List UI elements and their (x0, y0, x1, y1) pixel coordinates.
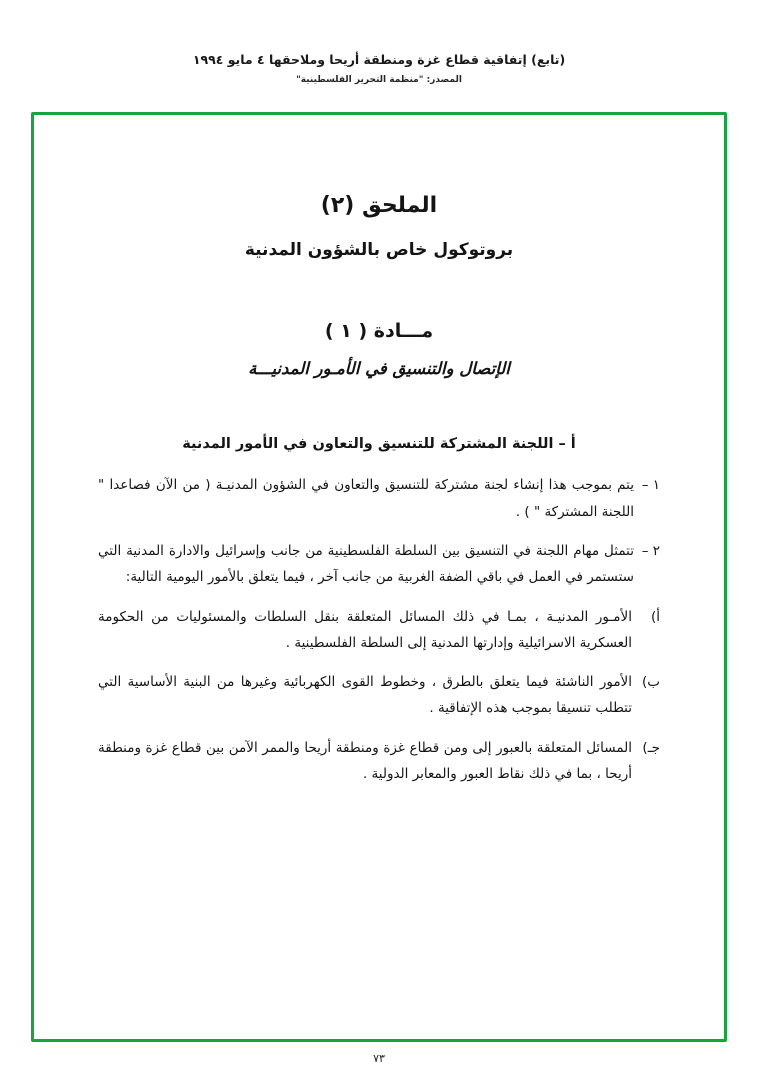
lettered-item (98, 669, 660, 722)
item-marker: جـ) (642, 739, 660, 756)
source-line: المصدر: "منظمة التحرير الفلسطينية" (296, 75, 462, 85)
green-page-frame (31, 112, 727, 1042)
lettered-item (98, 604, 660, 657)
item-marker: ٢ – (641, 542, 660, 559)
section-heading: أ – اللجنة المشتركة للتنسيق والتعاون في الأمور المدنية (182, 436, 576, 452)
article-subtitle: الإتصال والتنسيق في الأمـور المدنيـــة (248, 359, 510, 378)
item-text: المسائل المتعلقة بالعبور إلى ومن قطاع غزة ومنطقة أريحا والممر الآمن بين قطاع غزة ومنطقة أريحا ، بما في ذلك نقاط العبور والمعابر الدولية . (98, 739, 632, 783)
running-head: (تابع) إتفاقية قطاع غزة ومنطقة أريحا وملاحقها ٤ مايو ١٩٩٤ (192, 52, 566, 67)
item-marker: أ) (650, 608, 660, 625)
article-body (98, 430, 660, 787)
item-text: يتم بموجب هذا إنشاء لجنة مشتركة للتنسيق والتعاون في الشؤون المدنيـة ( من الآن فصاعدا " اللجنة المشتركة " ) . (98, 477, 634, 520)
item-text: الأمور الناشئة فيما يتعلق بالطرق ، وخطوط القوى الكهربائية وغيرها من البنية الأساسية التي تتطلب تنسيقا بموجب هذه الإتفاقية . (98, 674, 632, 717)
numbered-item (98, 538, 660, 591)
annex-title: الملحق (٢) (320, 193, 438, 218)
page-number: ٧٣ (373, 1052, 385, 1065)
item-marker: ب) (642, 674, 660, 691)
numbered-item (98, 472, 660, 525)
item-marker: ١ – (641, 477, 660, 494)
item-text: الأمـور المدنيـة ، بمـا في ذلك المسائل المتعلقة بنقل السلطات والمسئوليات من الحكومة العسكرية الاسرائيلية وإدارتها المدنية إلى السلطة الفلسطينية . (98, 608, 632, 651)
lettered-item (98, 735, 660, 788)
item-text: تتمثل مهام اللجنة في التنسيق بين السلطة الفلسطينية من جانب وإسرائيل والادارة المدنية التي ستستمر في العمل في باقي الضفة الغربية من جانب آخر ، فيما يتعلق بالأمور اليومية التالية: (98, 542, 634, 586)
frame-content (34, 115, 724, 1039)
annex-subtitle: بروتوكول خاص بالشؤون المدنية (244, 240, 514, 260)
article-title: مـــادة ( ١ ) (324, 320, 434, 342)
